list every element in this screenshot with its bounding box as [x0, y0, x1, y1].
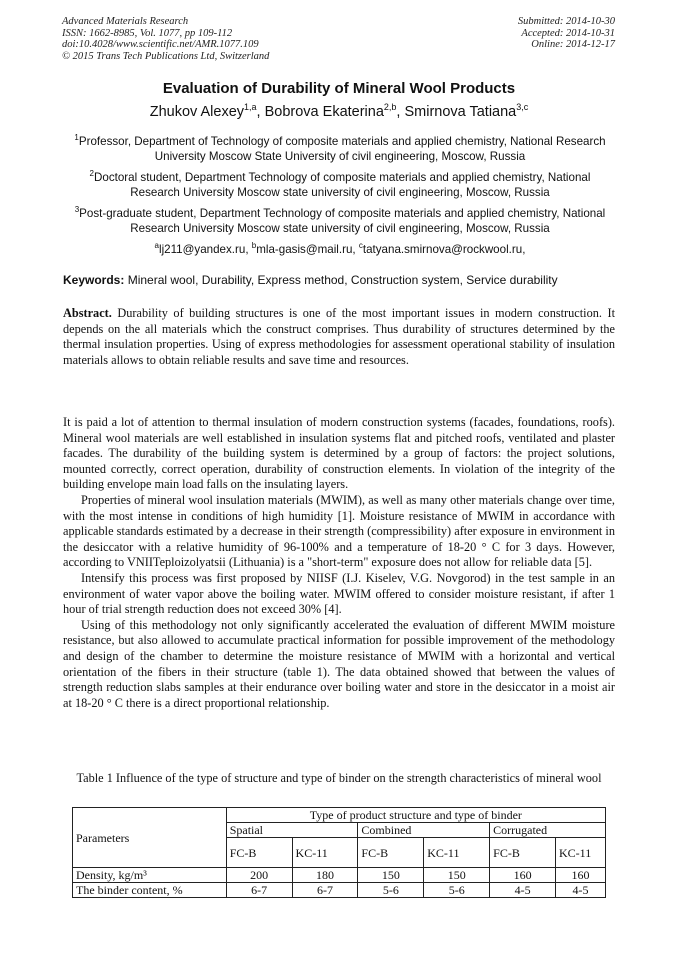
abstract-label: Abstract.: [63, 306, 112, 320]
table-cell: 5-6: [424, 883, 490, 898]
author-sup: 3,c: [516, 102, 529, 112]
author-emails: $^a$lj211@yandex.ru, $^b$mla-gasis@mail.ru, $^c$tatyana.smirnova@rockwool.ru,: [154, 241, 526, 256]
accepted-date: Accepted: 2014-10-31: [521, 27, 615, 39]
email-link[interactable]: tatyana.smirnova@rockwool.ru: [362, 242, 523, 256]
binder-header: KC-11: [556, 838, 606, 868]
submitted-date: Submitted: 2014-10-30: [517, 16, 615, 27]
binder-header: FC-B: [490, 838, 556, 868]
affiliation-3: $^3$Post-graduate student, Department Technology of composite materials and applied chemistry, National Research University Moscow state university of civil engineering, Moscow, Russia: [74, 205, 606, 236]
structure-header: Corrugated: [490, 823, 606, 838]
table-cell: 6-7: [226, 883, 292, 898]
binder-header: KC-11: [424, 838, 490, 868]
binder-header: FC-B: [358, 838, 424, 868]
keywords-text: Mineral wool, Durability, Express method, Construction system, Service durability: [127, 273, 558, 287]
author-sup: 1,a: [244, 102, 257, 112]
keywords: [63, 273, 623, 287]
abstract-text: Durability of building structures is one of the most important issues in modern construction. It depends on the all materials which the construct comprises. Thus durability of structures determined by the thermal insulation properties. Using of express methodologies for assessment operational stability of insulation materials allows to obtain reliable results and save time and resources.: [63, 306, 615, 367]
table-cell: 4-5: [490, 883, 556, 898]
keywords-label: Keywords:: [63, 273, 125, 287]
author-name: Bobrova Ekaterina: [264, 103, 384, 120]
binder-header: KC-11: [292, 838, 358, 868]
journal-info: [62, 16, 269, 62]
row-label: The binder content, %: [73, 883, 227, 898]
data-table: [72, 807, 606, 898]
email-link[interactable]: lj211@yandex.ru: [159, 242, 246, 256]
binder-header: FC-B: [226, 838, 292, 868]
online-date: Online: 2014-12-17: [531, 39, 615, 50]
table-cell: 150: [424, 868, 490, 883]
structure-header: Spatial: [226, 823, 358, 838]
table-cell: 200: [226, 868, 292, 883]
structure-header: Combined: [358, 823, 490, 838]
affiliation-1: $^1$Professor, Department of Technology of composite materials and applied chemistry, National Research University Moscow State University of civil engineering, Moscow, Russia: [74, 133, 606, 164]
paragraph: Intensify this process was first proposed by NIISF (I.J. Kiselev, V.G. Novgorod) in the test sample in an environment of water vapor above the boiling water. MWIM offered to consider moisture resistant, if after 1 hour of trial strength reduction does not exceed 30% [4].: [63, 570, 615, 617]
author-sup: 2,b: [383, 102, 397, 112]
row-label: Density, kg/m³: [73, 868, 227, 883]
param-header: Parameters: [73, 808, 227, 868]
author-name: Smirnova Tatiana: [404, 103, 517, 120]
paper-title: Evaluation of Durability of Mineral Wool Products: [162, 80, 516, 97]
email-link[interactable]: mla-gasis@mail.ru: [256, 242, 353, 256]
journal-name: Advanced Materials Research: [62, 16, 189, 27]
abstract: [63, 306, 615, 368]
group-header: Type of product structure and type of binder: [226, 808, 605, 823]
journal-issn: ISSN: 1662-8985, Vol. 1077, pp 109-112: [62, 27, 233, 39]
table-cell: 160: [490, 868, 556, 883]
author-list: Zhukov Alexey$^{1,a}$, Bobrova Ekaterina$^{2,b}$, Smirnova Tatiana$^{3,c}$: [149, 102, 529, 120]
paragraph: Using of this methodology not only significantly accelerated the evaluation of different MWIM moisture resistance, but also allowed to accumulate practical information for possible improvement of the methodology and design of the chamber to determine the moisture resistance of MWIM with a horizontal and vertical orientation of the fibers in their structure (table 1). The data obtained showed that between the values of strength reduction slabs samples at their endurance over boiling water and store in the desiccator in a moist air at 18-20 ° C there is a direct proportional relationship.: [63, 617, 615, 710]
affiliation-2: $^2$Doctoral student, Department Technology of composite materials and applied chemistry, National Research University Moscow state university of civil engineering, Moscow, Russia: [89, 169, 591, 200]
body-text: [63, 415, 615, 711]
paragraph: Properties of mineral wool insulation materials (MWIM), as well as many other materials change over time, with the most intense in conditions of high humidity [1]. Moisture resistance of MWIM in accordance with applicable standards estimated by a decrease in their strength (compressibility) after exposure in environment in the desiccator with a relative humidity of 96-100% and a temperature of 18-20 ° C for 3 days. However, according to VNIITeploizolyatsii (Lithuania) is a "short-term" exposure does not allow for reliable data [5].: [63, 492, 615, 570]
publication-dates: [518, 16, 615, 51]
table-caption: Table 1 Influence of the type of structure and type of binder on the strength characteristics of mineral wool: [76, 771, 602, 785]
paragraph: It is paid a lot of attention to thermal insulation of modern construction systems (facades, foundations, roofs). Mineral wool materials are well established in insulation systems flat and pitched roofs, ventilated and plaster facades. The durability of the building system is determined by a group of factors: the project solutions, mounted correctly, correct operation, durability of construction elements. In violation of the integrity of the building envelope main load falls on the insulating layers.: [63, 415, 615, 492]
table-cell: 6-7: [292, 883, 358, 898]
journal-copyright: © 2015 Trans Tech Publications Ltd, Switzerland: [62, 50, 270, 62]
table-cell: 160: [556, 868, 606, 883]
author-name: Zhukov Alexey: [149, 103, 245, 120]
journal-doi: doi:10.4028/www.scientific.net/AMR.1077.109: [62, 39, 259, 50]
table-cell: 4-5: [556, 883, 606, 898]
table-cell: 180: [292, 868, 358, 883]
table-cell: 150: [358, 868, 424, 883]
table-cell: 5-6: [358, 883, 424, 898]
